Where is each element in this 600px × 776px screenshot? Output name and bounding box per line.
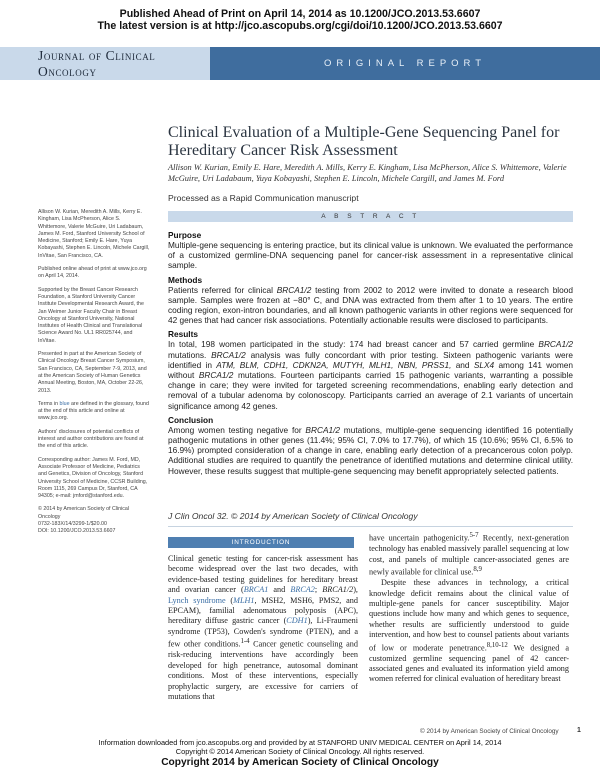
- link-lynch-syndrome[interactable]: Lynch syndrome: [168, 595, 226, 605]
- section-label: ORIGINAL REPORT: [210, 47, 600, 80]
- funding: Supported by the Breast Cancer Research Foundation, a Stanford University Cancer Institute Developmental Research Award, the Jan Weimer Junior Faculty Chair in Breast Oncology at Stanford University, National Institutes of Health Clinical and Translational Science Award No. UL1 RR025744, and InVitae.: [38, 286, 144, 344]
- sidebar-copyright: © 2014 by American Society of Clinical Oncology 0732-183X/14/3299-1/$20.00 DOI: 10.1200/JCO.2013.53.6607: [38, 506, 130, 535]
- journal-name: Journal of Clinical Oncology: [0, 47, 210, 80]
- conclusion-heading: Conclusion: [168, 414, 214, 425]
- journal-banner: [0, 47, 600, 80]
- abstract-heading: A B S T R A C T: [168, 211, 573, 222]
- rapid-communication-note: Processed as a Rapid Communication manuscript: [168, 193, 359, 203]
- presented: Presented in part at the American Society of Clinical Oncology Breast Cancer Symposium, San Francisco, CA, September 7-9, 2013, and at the American Society of Human Genetics Annual Meeting, Boston, MA, October 22-26, 2013.: [38, 351, 147, 394]
- link-brca2[interactable]: BRCA2: [290, 585, 315, 595]
- article-authors: Allison W. Kurian, Emily E. Hare, Meredith A. Mills, Kerry E. Kingham, Lisa McPherson, Alice S. Whittemore, Valerie McGuire, Uri Ladabaum, Yuya Kobayashi, Stephen E. Lincoln, Michele Cargill, and James M. Ford: [168, 163, 567, 183]
- publication-header: [0, 8, 600, 32]
- link-brca1[interactable]: BRCA1: [243, 585, 269, 595]
- purpose-text: Multiple-gene sequencing is entering practice, but its clinical value is unknown. We evaluated the performance of a customized germline-DNA sequencing panel for cancer-risk assessment in a representative clinical sample.: [168, 240, 573, 271]
- affiliations: Allison W. Kurian, Meredith A. Mills, Kerry E. Kingham, Lisa McPherson, Alice S. Whittemore, Valerie McGuire, Uri Ladabaum, James M. Ford, Stanford University School of Medicine, Stanford; Emily E. Hare, Yuya Kobayashi, Stephen E. Lincoln, Michele Cargill, InVitae, San Francisco, CA.: [38, 209, 150, 259]
- latest-version-line: The latest version is at http://jco.ascopubs.org/cgi/doi/10.1200/JCO.2013.53.6607: [97, 20, 503, 32]
- footer-journal: © 2014 by American Society of Clinical Oncology: [420, 728, 559, 735]
- footer-copyright: Copyright 2014 by American Society of Clinical Oncology: [161, 757, 439, 768]
- intro-paragraph-1: Clinical genetic testing for cancer-risk assessment has become widespread over the last two decades, with evidence-based testing guidelines for hereditary breast and ovarian cancer (BRCA1 and BRCA2; BRCA1/2), Lynch syndrome (MLH1, MSH2, MSH6, PMS2, and EPCAM), familial adenomatous polyposis (APC), hereditary diffuse gastric cancer (CDH1), Li-Fraumeni syndrome (TP53), Cowden's syndrome (PTEN), and a few other conditions.$^{1-4}$ Cancer genetic counseling and risk-reducing interventions have accordingly been developed for high penetrance, autosomal dominant conditions. Most of these interventions, especially prophylactic surgery, are excessive for carriers of mutations that: [168, 554, 358, 702]
- journal-citation: J Clin Oncol 32. © 2014 by American Society of Clinical Oncology: [168, 511, 418, 521]
- results-heading: Results: [168, 329, 198, 340]
- intro-paragraph-2: Despite these advances in technology, a critical knowledge deficit remains about the clinical value of multiple-gene panels for cancer susceptibility. Major questions include how many and which genes to sequence, whether results are sufficiently understood to guide intervention, and how best to counsel patients about variants of low or moderate penetrance.$^{8,10-12}$ We designed a customized germline sequencing panel of 42 cancer-associated genes and evaluated its information yield among women referred for clinical evaluation of hereditary breast: [369, 578, 570, 684]
- article-sidebar: [38, 209, 150, 542]
- link-cdh1[interactable]: CDH1: [286, 616, 308, 626]
- glossary-note: Terms in blue are defined in the glossary, found at the end of this article and online at www.jco.org.: [38, 400, 149, 422]
- disclosures-note: Authors' disclosures of potential conflicts of interest and author contributions are found at the end of this article.: [38, 428, 144, 450]
- purpose-heading: Purpose: [168, 230, 202, 240]
- corresponding-author: Corresponding author: James M. Ford, MD, Associate Professor of Medicine, Pediatrics and Genetics, Division of Oncology, Stanford University School of Medicine, CCSR Building, Room 1115, 269 Campus Dr, Stanford, CA 94305; e-mail: jmford@stanford.edu.: [38, 456, 148, 500]
- article-title: Clinical Evaluation of a Multiple-Gene Sequencing Panel for Hereditary Cancer Risk Assessment: [168, 124, 560, 159]
- doi-link[interactable]: http://jco.ascopubs.org/cgi/doi/10.1200/JCO.2013.53.6607: [214, 20, 503, 32]
- results-text: In total, 198 women participated in the study: 174 had breast cancer and 57 carried germline BRCA1/2 mutations. BRCA1/2 analysis was fully concordant with prior testing. Sixteen pathogenic variants were identified in ATM, BLM, CDH1, CDKN2A, MUTYH, MLH1, NBN, PRSS1, and SLX4 among 141 women without BRCA1/2 mutations. Fourteen participants carried 15 pathogenic variants, warranting a possible change in care; they were invited for targeted screening recommendations, enabling early detection and removal of a tubular adenoma by colonoscopy. Participants carried an average of 2.1 variants of uncertain significance among 42 genes.: [168, 339, 574, 411]
- conclusion-text: Among women testing negative for BRCA1/2 mutations, multiple-gene sequencing identified 16 potentially pathogenic mutations in other genes (11.4%; 95% CI, 7.0% to 17.7%), of which 15 (10.6%; 95% CI, 6.5% to 16.9%) prompted consideration of a change in care, enabling early detection of a precancerous colon polyp. Additional studies are required to quantify the penetrance of identified mutations and determine clinical utility. However, these results suggest that multiple-gene sequencing may benefit appropriately selected patients.: [168, 424, 573, 476]
- introduction-heading: INTRODUCTION: [168, 537, 354, 548]
- abstract-divider: [168, 526, 573, 527]
- download-notice: Information downloaded from jco.ascopubs.org and provided by at STANFORD UNIV MEDICAL CENTER on April 14, 2014 Copyright © 2014 American Society of Clinical Oncology. All rights reserved.: [98, 738, 502, 757]
- link-mlh1[interactable]: MLH1: [233, 595, 255, 605]
- introduction-column-1: [168, 554, 358, 702]
- ahead-of-print-line: Published Ahead of Print on April 14, 2014 as 10.1200/JCO.2013.53.6607: [119, 8, 481, 20]
- page-number: 1: [577, 727, 581, 734]
- published-online: Published online ahead of print at www.jco.org on April 14, 2014.: [38, 266, 147, 280]
- introduction-column-2: [369, 531, 569, 685]
- methods-text: Patients referred for clinical BRCA1/2 testing from 2002 to 2012 were invited to donate a research blood sample. Samples were frozen at −80° C, and DNA was extracted from them after 1 to 10 years. The entire coding region, exon-intron boundaries, and all known pathogenic variants in other regions were sequenced for 42 genes that had cancer risk associations. Potentially actionable results were disclosed to participants.: [168, 284, 573, 326]
- abstract-body: [168, 226, 573, 476]
- methods-heading: Methods: [168, 274, 203, 285]
- intro-paragraph-1-cont: have uncertain pathogenicity.$^{5-7}$ Recently, next-generation technology has enabled massively parallel sequencing at low cost, and panels of multiple cancer-associated genes are newly available for clinical use.$^{8,9}$: [369, 532, 569, 577]
